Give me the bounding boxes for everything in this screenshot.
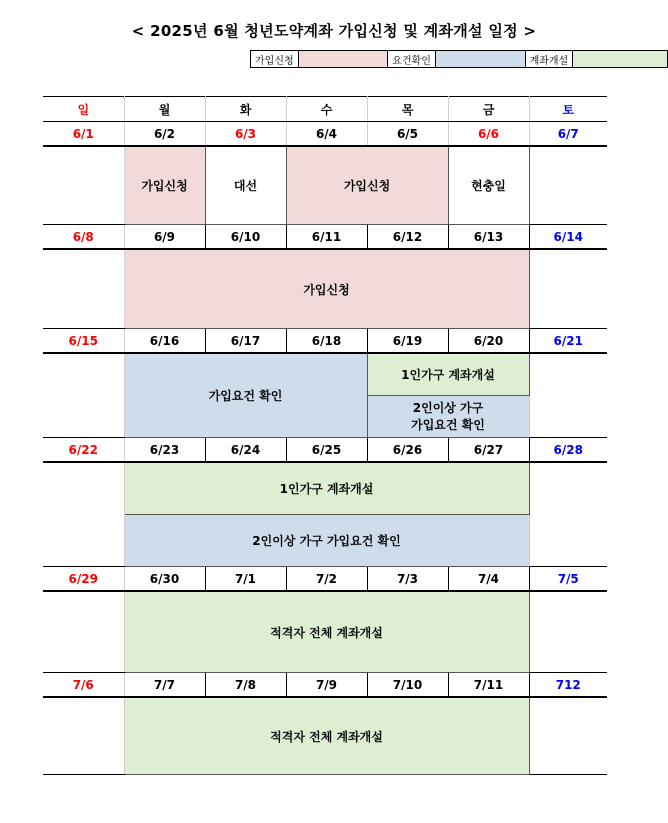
date-cell: 6/2 <box>124 122 205 147</box>
weekday-thu: 목 <box>367 97 448 122</box>
event-verify-multi-line2: 가입요건 확인 <box>411 417 485 432</box>
date-row-week6 <box>43 673 607 698</box>
event-empty <box>529 249 607 329</box>
date-cell: 6/11 <box>286 225 367 250</box>
date-cell: 6/20 <box>448 329 529 354</box>
event-apply: 가입신청 <box>286 146 448 225</box>
date-cell: 6/26 <box>367 438 448 463</box>
event-empty <box>43 353 124 438</box>
date-cell: 6/14 <box>529 225 607 250</box>
date-cell-holiday: 6/3 <box>205 122 286 147</box>
date-cell: 6/13 <box>448 225 529 250</box>
date-cell: 6/10 <box>205 225 286 250</box>
date-cell: 7/1 <box>205 567 286 592</box>
date-cell: 7/4 <box>448 567 529 592</box>
date-cell: 7/7 <box>124 673 205 698</box>
date-cell: 6/4 <box>286 122 367 147</box>
date-cell: 6/24 <box>205 438 286 463</box>
weekday-mon: 월 <box>124 97 205 122</box>
event-verify: 가입요건 확인 <box>124 353 367 438</box>
event-row-week5 <box>43 591 607 673</box>
date-cell: 6/27 <box>448 438 529 463</box>
date-cell: 6/16 <box>124 329 205 354</box>
date-cell: 6/28 <box>529 438 607 463</box>
event-empty <box>529 353 607 438</box>
event-empty <box>529 146 607 225</box>
page-title: < 2025년 6월 청년도약계좌 가입신청 및 계좌개설 일정 > <box>131 22 537 40</box>
date-cell: 6/17 <box>205 329 286 354</box>
event-apply: 가입신청 <box>124 146 205 225</box>
event-row-week6 <box>43 697 607 775</box>
date-cell: 7/9 <box>286 673 367 698</box>
legend-open-label: 계좌개설 <box>525 51 573 68</box>
legend-verify-swatch <box>435 51 525 68</box>
legend-open-swatch <box>573 51 668 68</box>
event-apply: 가입신청 <box>124 249 529 329</box>
date-cell: 7/8 <box>205 673 286 698</box>
legend-apply-swatch <box>298 51 388 68</box>
date-cell: 712 <box>529 673 607 698</box>
weekday-header-row <box>43 97 607 122</box>
date-cell: 6/25 <box>286 438 367 463</box>
date-cell: 7/6 <box>43 673 124 698</box>
date-cell: 6/19 <box>367 329 448 354</box>
event-empty <box>43 591 124 673</box>
event-empty <box>43 146 124 225</box>
legend <box>250 50 668 68</box>
date-cell-holiday: 6/6 <box>448 122 529 147</box>
date-cell: 6/15 <box>43 329 124 354</box>
date-cell: 6/29 <box>43 567 124 592</box>
date-cell: 6/5 <box>367 122 448 147</box>
date-cell: 6/7 <box>529 122 607 147</box>
date-cell: 6/18 <box>286 329 367 354</box>
event-empty <box>529 697 607 775</box>
date-cell: 6/1 <box>43 122 124 147</box>
event-open-all: 적격자 전체 계좌개설 <box>124 697 529 775</box>
weekday-wed: 수 <box>286 97 367 122</box>
event-empty <box>529 462 607 567</box>
date-cell: 7/10 <box>367 673 448 698</box>
event-verify-multi-line1: 2인이상 가구 <box>412 400 484 415</box>
event-row-week4a <box>43 462 607 515</box>
event-row-week2 <box>43 249 607 329</box>
date-cell: 7/3 <box>367 567 448 592</box>
date-cell: 6/21 <box>529 329 607 354</box>
event-row-week1 <box>43 146 607 225</box>
date-cell: 6/30 <box>124 567 205 592</box>
legend-verify-label: 요건확인 <box>388 51 436 68</box>
event-election: 대선 <box>205 146 286 225</box>
event-open-single: 1인가구 계좌개설 <box>367 353 529 396</box>
date-cell: 6/23 <box>124 438 205 463</box>
date-cell: 6/12 <box>367 225 448 250</box>
event-empty <box>43 249 124 329</box>
calendar-table <box>43 96 607 775</box>
event-verify-multi: 2인이상 가구 가입요건 확인 <box>124 515 529 567</box>
date-cell: 6/8 <box>43 225 124 250</box>
event-verify-multi <box>367 396 529 438</box>
date-row-week5 <box>43 567 607 592</box>
weekday-sat: 토 <box>529 97 607 122</box>
weekday-tue: 화 <box>205 97 286 122</box>
weekday-fri: 금 <box>448 97 529 122</box>
event-empty <box>43 697 124 775</box>
event-open-all: 적격자 전체 계좌개설 <box>124 591 529 673</box>
event-open-single: 1인가구 계좌개설 <box>124 462 529 515</box>
event-row-week3a <box>43 353 607 396</box>
date-cell: 7/11 <box>448 673 529 698</box>
date-cell: 6/9 <box>124 225 205 250</box>
date-row-week4 <box>43 438 607 463</box>
event-empty <box>529 591 607 673</box>
date-cell: 6/22 <box>43 438 124 463</box>
event-memorial-day: 현충일 <box>448 146 529 225</box>
date-row-week1 <box>43 122 607 147</box>
date-row-week3 <box>43 329 607 354</box>
date-cell: 7/2 <box>286 567 367 592</box>
event-row-week4b <box>43 515 607 567</box>
legend-apply-label: 가입신청 <box>251 51 299 68</box>
event-empty <box>43 462 124 567</box>
date-row-week2 <box>43 225 607 250</box>
weekday-sun: 일 <box>43 97 124 122</box>
date-cell: 7/5 <box>529 567 607 592</box>
